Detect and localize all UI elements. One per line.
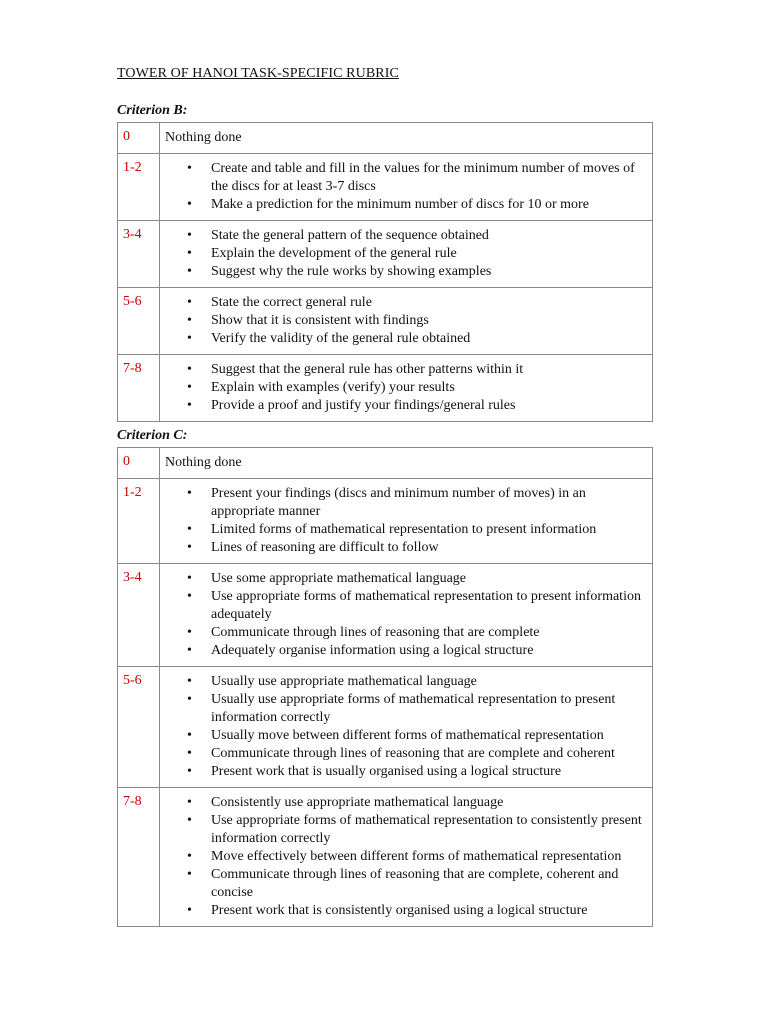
list-item-text: Usually use appropriate mathematical language	[211, 674, 477, 689]
descriptor-list	[160, 673, 646, 781]
bullet-icon: •	[187, 398, 192, 413]
list-item-text: Provide a proof and justify your findings/general rules	[211, 398, 516, 413]
bullet-icon: •	[187, 486, 192, 501]
list-item	[160, 539, 646, 557]
list-item	[160, 263, 646, 281]
list-item-text: Communicate through lines of reasoning that are complete and coherent	[211, 746, 615, 761]
list-item-text: Show that it is consistent with findings	[211, 313, 429, 328]
rubric-row	[118, 788, 653, 927]
rubric-row	[118, 288, 653, 355]
bullet-icon: •	[187, 728, 192, 743]
list-item-text: Move effectively between different forms of mathematical representation	[211, 849, 622, 864]
list-item-text: Limited forms of mathematical representation to present information	[211, 522, 597, 537]
descriptor-list	[160, 485, 646, 557]
bullet-icon: •	[187, 674, 192, 689]
descriptor-list	[160, 794, 646, 920]
list-item	[160, 866, 646, 902]
list-item-text: Suggest why the rule works by showing examples	[211, 264, 492, 279]
list-item	[160, 642, 646, 660]
list-item-text: Use appropriate forms of mathematical representation to consistently present information correctly	[211, 813, 642, 846]
bullet-icon: •	[187, 161, 192, 176]
bullet-icon: •	[187, 540, 192, 555]
bullet-icon: •	[187, 228, 192, 243]
descriptor-cell	[160, 288, 653, 355]
score-cell: 7-8	[118, 788, 160, 927]
descriptor-cell	[160, 355, 653, 422]
list-item	[160, 902, 646, 920]
score-cell: 0	[118, 123, 160, 154]
score-cell: 7-8	[118, 355, 160, 422]
rubric-row	[118, 448, 653, 479]
bullet-icon: •	[187, 197, 192, 212]
bullet-icon: •	[187, 522, 192, 537]
rubric-row	[118, 667, 653, 788]
bullet-icon: •	[187, 246, 192, 261]
descriptor-list	[160, 227, 646, 281]
rubric-row	[118, 479, 653, 564]
rubric-row	[118, 221, 653, 288]
descriptor-cell	[160, 123, 653, 154]
rubric-row	[118, 123, 653, 154]
descriptor-text: Nothing done	[165, 130, 242, 145]
list-item-text: Usually use appropriate forms of mathematical representation to present information correctly	[211, 692, 616, 725]
list-item	[160, 794, 646, 812]
list-item-text: State the general pattern of the sequence obtained	[211, 228, 489, 243]
list-item	[160, 691, 646, 727]
bullet-icon: •	[187, 643, 192, 658]
descriptor-list	[160, 294, 646, 348]
list-item	[160, 763, 646, 781]
rubric-row	[118, 564, 653, 667]
list-item-text: Present work that is consistently organised using a logical structure	[211, 903, 588, 918]
list-item	[160, 812, 646, 848]
list-item-text: Verify the validity of the general rule obtained	[211, 331, 471, 346]
list-item	[160, 570, 646, 588]
score-cell: 3-4	[118, 564, 160, 667]
descriptor-cell	[160, 667, 653, 788]
bullet-icon: •	[187, 264, 192, 279]
list-item-text: Present your findings (discs and minimum number of moves) in an appropriate manner	[211, 486, 586, 519]
descriptor-list	[160, 160, 646, 214]
bullet-icon: •	[187, 867, 192, 882]
bullet-icon: •	[187, 764, 192, 779]
list-item	[160, 521, 646, 539]
list-item	[160, 727, 646, 745]
bullet-icon: •	[187, 571, 192, 586]
list-item-text: State the correct general rule	[211, 295, 372, 310]
list-item	[160, 312, 646, 330]
bullet-icon: •	[187, 589, 192, 604]
list-item	[160, 397, 646, 415]
bullet-icon: •	[187, 295, 192, 310]
list-item-text: Make a prediction for the minimum number of discs for 10 or more	[211, 197, 589, 212]
list-item-text: Communicate through lines of reasoning that are complete, coherent and concise	[211, 867, 619, 900]
list-item-text: Consistently use appropriate mathematical language	[211, 795, 504, 810]
bullet-icon: •	[187, 362, 192, 377]
list-item-text: Usually move between different forms of mathematical representation	[211, 728, 604, 743]
bullet-icon: •	[187, 795, 192, 810]
bullet-icon: •	[187, 746, 192, 761]
list-item-text: Communicate through lines of reasoning that are complete	[211, 625, 540, 640]
descriptor-cell	[160, 564, 653, 667]
list-item	[160, 330, 646, 348]
score-cell: 5-6	[118, 667, 160, 788]
descriptor-cell	[160, 448, 653, 479]
criterion-b-heading: Criterion B:	[117, 103, 188, 118]
list-item	[160, 245, 646, 263]
list-item	[160, 160, 646, 196]
list-item	[160, 624, 646, 642]
bullet-icon: •	[187, 331, 192, 346]
list-item	[160, 485, 646, 521]
descriptor-cell	[160, 221, 653, 288]
criterion-b-table	[117, 122, 653, 422]
list-item-text: Adequately organise information using a logical structure	[211, 643, 534, 658]
list-item-text: Explain with examples (verify) your results	[211, 380, 455, 395]
list-item-text: Create and table and fill in the values for the minimum number of moves of the discs for at least 3-7 discs	[211, 161, 635, 194]
list-item-text: Use some appropriate mathematical language	[211, 571, 467, 586]
bullet-icon: •	[187, 813, 192, 828]
list-item	[160, 227, 646, 245]
score-cell: 1-2	[118, 479, 160, 564]
descriptor-text: Nothing done	[165, 455, 242, 470]
descriptor-cell	[160, 479, 653, 564]
list-item	[160, 196, 646, 214]
score-cell: 3-4	[118, 221, 160, 288]
list-item	[160, 588, 646, 624]
list-item	[160, 848, 646, 866]
list-item-text: Lines of reasoning are difficult to follow	[211, 540, 439, 555]
score-cell: 1-2	[118, 154, 160, 221]
score-cell: 5-6	[118, 288, 160, 355]
rubric-row	[118, 154, 653, 221]
list-item	[160, 294, 646, 312]
list-item-text: Use appropriate forms of mathematical representation to present information adequately	[211, 589, 641, 622]
descriptor-list	[160, 361, 646, 415]
list-item	[160, 745, 646, 763]
list-item-text: Explain the development of the general rule	[211, 246, 457, 261]
bullet-icon: •	[187, 849, 192, 864]
rubric-row	[118, 355, 653, 422]
score-cell: 0	[118, 448, 160, 479]
descriptor-list	[160, 570, 646, 660]
bullet-icon: •	[187, 380, 192, 395]
list-item	[160, 379, 646, 397]
bullet-icon: •	[187, 692, 192, 707]
bullet-icon: •	[187, 903, 192, 918]
bullet-icon: •	[187, 313, 192, 328]
list-item	[160, 361, 646, 379]
criterion-c-heading: Criterion C:	[117, 428, 188, 443]
list-item	[160, 673, 646, 691]
document-title: TOWER OF HANOI TASK-SPECIFIC RUBRIC	[117, 66, 399, 81]
list-item-text: Present work that is usually organised using a logical structure	[211, 764, 562, 779]
descriptor-cell	[160, 788, 653, 927]
descriptor-cell	[160, 154, 653, 221]
bullet-icon: •	[187, 625, 192, 640]
criterion-c-table	[117, 447, 653, 927]
list-item-text: Suggest that the general rule has other patterns within it	[211, 362, 524, 377]
